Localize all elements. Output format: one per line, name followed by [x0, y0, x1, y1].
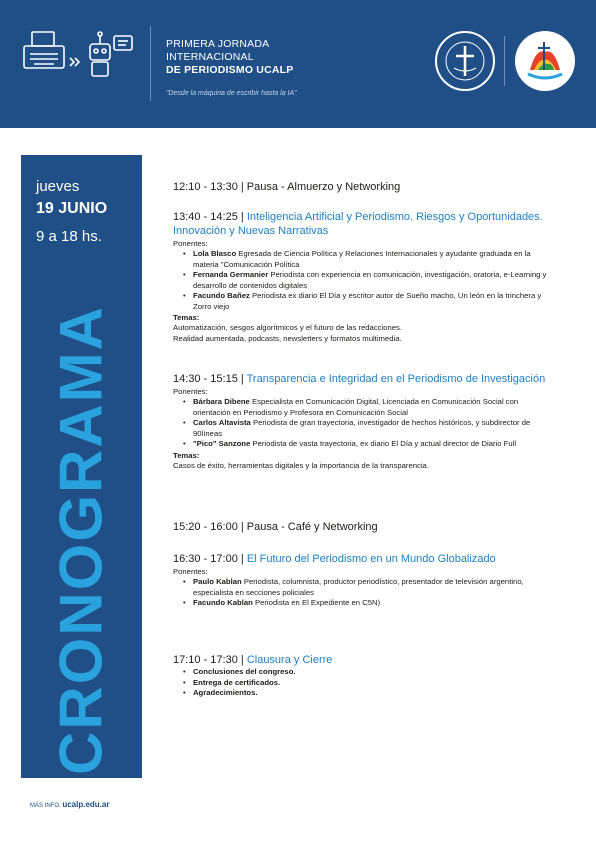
speaker-name: Facundo Bañez — [193, 291, 250, 300]
header-divider — [150, 26, 151, 101]
event-title-line1: PRIMERA JORNADA — [166, 38, 270, 50]
schedule-time-topic — [173, 552, 551, 566]
speaker-item — [183, 439, 551, 450]
footer-label: MÁS INFO. — [30, 803, 61, 809]
schedule-item-ai — [173, 210, 551, 344]
closing-item-text: Agradecimientos. — [193, 688, 258, 697]
schedule-item-future — [173, 552, 551, 609]
speakers-label: Ponentes: — [173, 239, 208, 248]
closing-item — [183, 667, 551, 678]
speakers-label: Ponentes: — [173, 567, 208, 576]
speaker-item — [183, 249, 551, 270]
schedule-time: 14:30 - 15:15 | — [173, 373, 244, 385]
closing-item-text: Entrega de certificados. — [193, 677, 281, 687]
theme-text: Realidad aumentada, podcasts, newsletters y formatos multimedia. — [173, 333, 402, 343]
schedule-time-topic — [173, 210, 551, 238]
speaker-desc: Egresada de Ciencia Política y Relaciones Internacionales y ayudante graduada en la materia "Comunicación Política — [193, 249, 531, 269]
schedule-topic: Clausura y Cierre — [246, 654, 333, 666]
typewriter-robot-icon — [22, 28, 142, 84]
theme-text: Automatización, sesgos algorítmicos y el futuro de las redacciones. — [173, 323, 403, 332]
speaker-item — [183, 291, 551, 312]
speaker-name: Facundo Kablan — [193, 598, 253, 607]
schedule-time: 12:10 - 13:30 | Pausa - Almuerzo y Networking — [173, 181, 401, 193]
closing-list — [173, 667, 551, 699]
schedule-topic: Transparencia e Integridad en el Periodismo de Investigación — [246, 373, 546, 385]
footer — [30, 800, 109, 809]
event-hours: 9 a 18 hs. — [36, 228, 102, 245]
schedule-time: 15:20 - 16:00 | Pausa - Café y Networking — [173, 521, 378, 533]
ucalp-logo — [434, 30, 496, 92]
cronograma-title: CRONOGRAMA — [47, 305, 115, 775]
schedule-item-lunch — [173, 180, 551, 194]
schedule-item-closing — [173, 653, 551, 699]
schedule-time: 17:10 - 17:30 | — [173, 654, 244, 666]
speakers-list — [173, 397, 551, 450]
speakers-list — [173, 577, 551, 609]
theme-text: Casos de éxito, herramientas digitales y la importancia de la transparencia. — [173, 460, 429, 470]
themes-label: Temas: — [173, 313, 200, 322]
schedule-item-coffee — [173, 520, 551, 534]
speaker-item — [183, 598, 551, 609]
speaker-desc: Periodista en El Expediente en C5N) — [254, 598, 381, 607]
speaker-desc: Periodista de gran trayectoria, investigador de hechos históricos, y subdirector de 90líneas — [193, 418, 531, 438]
logo-divider — [504, 36, 505, 86]
themes-label: Temas: — [173, 450, 200, 460]
speaker-desc: Periodista ex diario El Día y escritor autor de Sueño macho, Un león en la trinchera y Zorro viejo — [193, 291, 542, 311]
speakers-label: Ponentes: — [173, 387, 208, 396]
closing-item — [183, 688, 551, 699]
schedule-item-transparency — [173, 372, 551, 471]
schedule-time-topic — [173, 653, 551, 667]
schedule-topic: El Futuro del Periodismo en un Mundo Globalizado — [246, 553, 496, 565]
speaker-name: Bárbara Dibene — [193, 397, 250, 406]
speaker-name: Lola Blasco — [193, 249, 237, 258]
event-tagline: "Desde la máquina de escribir hasta la IA" — [166, 90, 297, 97]
schedule-time: 13:40 - 14:25 | — [173, 211, 244, 223]
schedule-topic: Inteligencia Artificial y Periodismo. Riesgos y Oportunidades. Innovación y Nuevas Narrativas — [173, 211, 543, 237]
speaker-item — [183, 418, 551, 439]
speaker-name: Paulo Kablan — [193, 577, 242, 586]
event-title-line2: INTERNACIONAL — [166, 51, 254, 63]
speaker-desc: Periodista de vasta trayectoria, ex diario El Día y actual director de Diario Full — [252, 439, 517, 448]
schedule-time-topic — [173, 372, 551, 386]
footer-url[interactable]: ucalp.edu.ar — [62, 800, 110, 809]
event-title-line3: DE PERIODISMO UCALP — [166, 64, 294, 76]
jubilee-logo — [514, 30, 576, 92]
closing-item — [183, 678, 551, 689]
speaker-name: Carlos Altavista — [193, 418, 251, 427]
speaker-item — [183, 270, 551, 291]
speaker-desc: Periodista con experiencia en comunicación, investigación, oratoria, e-Learning y desarrollo de contenidos digitales — [193, 270, 547, 290]
schedule-time: 16:30 - 17:00 | — [173, 553, 244, 565]
speaker-name: "Pico" Sanzone — [193, 439, 251, 448]
closing-item-text: Conclusiones del congreso. — [193, 667, 296, 676]
speaker-item — [183, 577, 551, 598]
speaker-desc: Periodista, columnista, productor periodístico, presentador de televisión argentino, especialista en secciones policiales — [193, 577, 524, 597]
speaker-name: Fernanda Germanier — [193, 270, 269, 279]
speakers-list — [173, 249, 551, 312]
event-day: jueves — [36, 178, 80, 195]
event-date: 19 JUNIO — [36, 200, 108, 217]
speaker-desc: Especialista en Comunicación Digital, Licenciada en Comunicación Social con orientación en Periodismo y Profesora en Comunicación Social — [193, 397, 519, 417]
event-title — [166, 38, 293, 77]
speaker-item — [183, 397, 551, 418]
